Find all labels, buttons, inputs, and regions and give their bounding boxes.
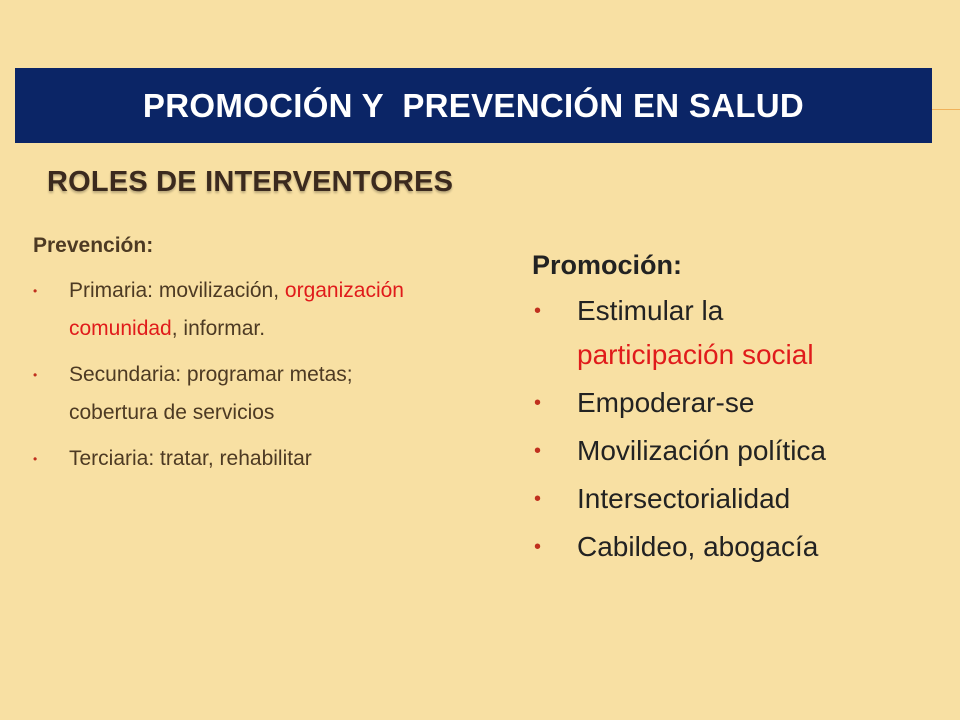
prevention-heading: Prevención: [33, 234, 154, 257]
slide-subtitle: ROLES DE INTERVENTORES [47, 166, 454, 198]
promotion-item-text: Estimular la [577, 295, 724, 326]
prevention-list [33, 272, 433, 478]
title-bar [15, 68, 932, 143]
prevention-item-text: Terciaria: tratar, rehabilitar [69, 447, 312, 470]
prevention-item-after: , informar. [171, 317, 266, 340]
prevention-item-primaria [33, 272, 433, 348]
prevention-item-secundaria [33, 356, 433, 432]
bullet-icon: • [33, 452, 38, 466]
accent-line [932, 109, 960, 110]
promotion-item-intersectorialidad [532, 477, 932, 521]
prevention-item-highlight: organización comunidad [69, 279, 404, 340]
prevention-column [33, 234, 433, 486]
bullet-icon: • [534, 392, 542, 414]
promotion-list [532, 289, 932, 569]
promotion-item-text: Empoderar-se [577, 387, 755, 418]
promotion-item-text: Movilización política [577, 435, 826, 466]
bullet-icon: • [33, 284, 38, 298]
bullet-icon: • [534, 300, 542, 322]
prevention-item-text: Primaria: movilización, [69, 279, 285, 302]
prevention-item-terciaria [33, 440, 433, 478]
bullet-icon: • [534, 536, 542, 558]
slide-title: PROMOCIÓN Y PREVENCIÓN EN SALUD [142, 86, 805, 124]
promotion-item-estimular [532, 289, 932, 377]
bullet-icon: • [534, 440, 542, 462]
bullet-icon: • [534, 488, 542, 510]
promotion-item-cabildeo [532, 525, 932, 569]
promotion-item-text: Intersectorialidad [577, 483, 791, 514]
promotion-heading: Promoción: [532, 250, 683, 280]
promotion-column [532, 250, 932, 573]
promotion-item-movilizacion [532, 429, 932, 473]
promotion-item-highlight: participación social [577, 339, 814, 370]
prevention-item-text: Secundaria: programar metas; cobertura de servicios [69, 363, 353, 424]
bullet-icon: • [33, 368, 38, 382]
promotion-item-empoderar [532, 381, 932, 425]
promotion-item-text: Cabildeo, abogacía [577, 531, 819, 562]
